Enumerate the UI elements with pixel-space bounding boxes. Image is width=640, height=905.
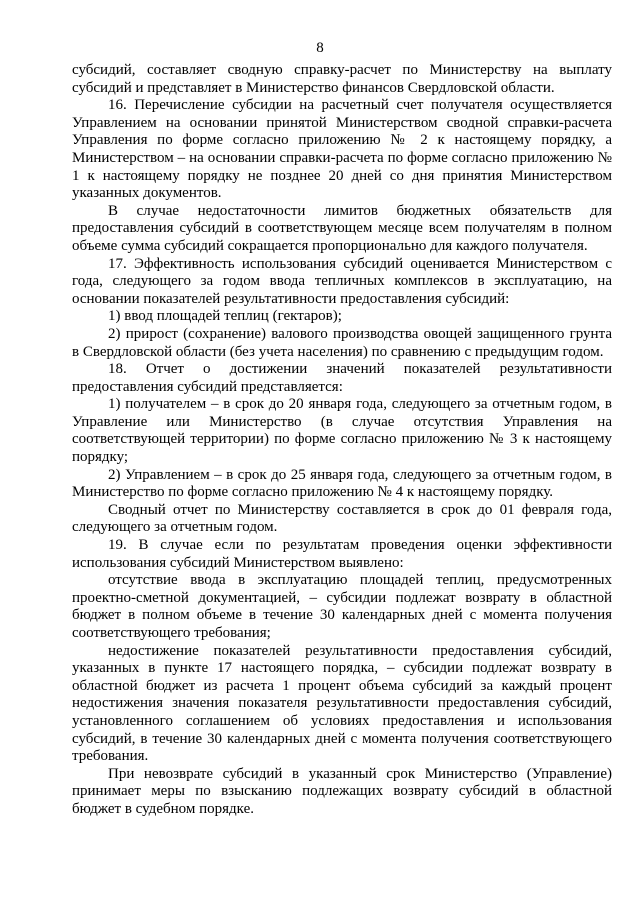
paragraph: 16. Перечисление субсидии на расчетный счет получателя осуществляется Управлением на основании принятой Министерством сводной справки-расчета Управления по форме согласно приложению № 2 к настоящему порядку, а Министерством – на основании справки-расчета по форме согласно приложению № 1 к настоящему порядку не позднее 20 дней со дня принятия Министерством указанных документов. (72, 97, 612, 202)
paragraph: 1) получателем – в срок до 20 января года, следующего за отчетным годом, в Управление или Министерство (в случае отсутствия Управления на соответствующей территории) по форме согласно приложению № 3 к настоящему порядку; (72, 396, 612, 466)
paragraph: 17. Эффективность использования субсидий оценивается Министерством с года, следующего за годом ввода тепличных комплексов в эксплуатацию, на основании показателей результативности предоставления субсидий: (72, 255, 612, 307)
paragraph: При невозврате субсидий в указанный срок Министерство (Управление) принимает меры по взысканию подлежащих возврату субсидий в областной бюджет в судебном порядке. (72, 765, 612, 817)
paragraph: субсидий, составляет сводную справку-расчет по Министерству на выплату субсидий и представляет в Министерство финансов Свердловской области. (72, 62, 612, 96)
paragraph: отсутствие ввода в эксплуатацию площадей теплиц, предусмотренных проектно-сметной документацией, – субсидии подлежат возврату в областной бюджет в полном объеме в течение 30 календарных дней с момента получения соответствующего требования; (72, 572, 612, 641)
paragraph: Сводный отчет по Министерству составляется в срок до 01 февраля года, следующего за отчетным годом. (72, 501, 612, 536)
paragraph: 18. Отчет о достижении значений показателей результативности предоставления субсидий представляется: (72, 361, 612, 395)
document-body (72, 62, 612, 819)
paragraph: 2) Управлением – в срок до 25 января года, следующего за отчетным годом, в Министерство по форме согласно приложению № 4 к настоящему порядку. (72, 466, 612, 501)
paragraph: В случае недостаточности лимитов бюджетных обязательств для предоставления субсидий в соответствующем месяце всем получателям в полном объеме сумма субсидий сокращается пропорционально для каждого получателя. (72, 202, 612, 254)
paragraph: 2) прирост (сохранение) валового производства овощей защищенного грунта в Свердловской области (без учета населения) по сравнению с предыдущим годом. (72, 325, 612, 360)
page-number: 8 (316, 40, 324, 56)
paragraph: недостижение показателей результативности предоставления субсидий, указанных в пункте 17 настоящего порядка, – субсидии подлежат возврату в областной бюджет из расчета 1 процент объема субсидий за каждый процент недостижения значения показателя результативности предоставления субсидий, установленного соглашением об условиях предоставления и использования субсидий, в течение 30 календарных дней с момента получения соответствующего требования. (72, 642, 612, 765)
paragraph: 19. В случае если по результатам проведения оценки эффективности использования субсидий Министерством выявлено: (72, 537, 612, 571)
paragraph: 1) ввод площадей теплиц (гектаров); (108, 308, 342, 325)
